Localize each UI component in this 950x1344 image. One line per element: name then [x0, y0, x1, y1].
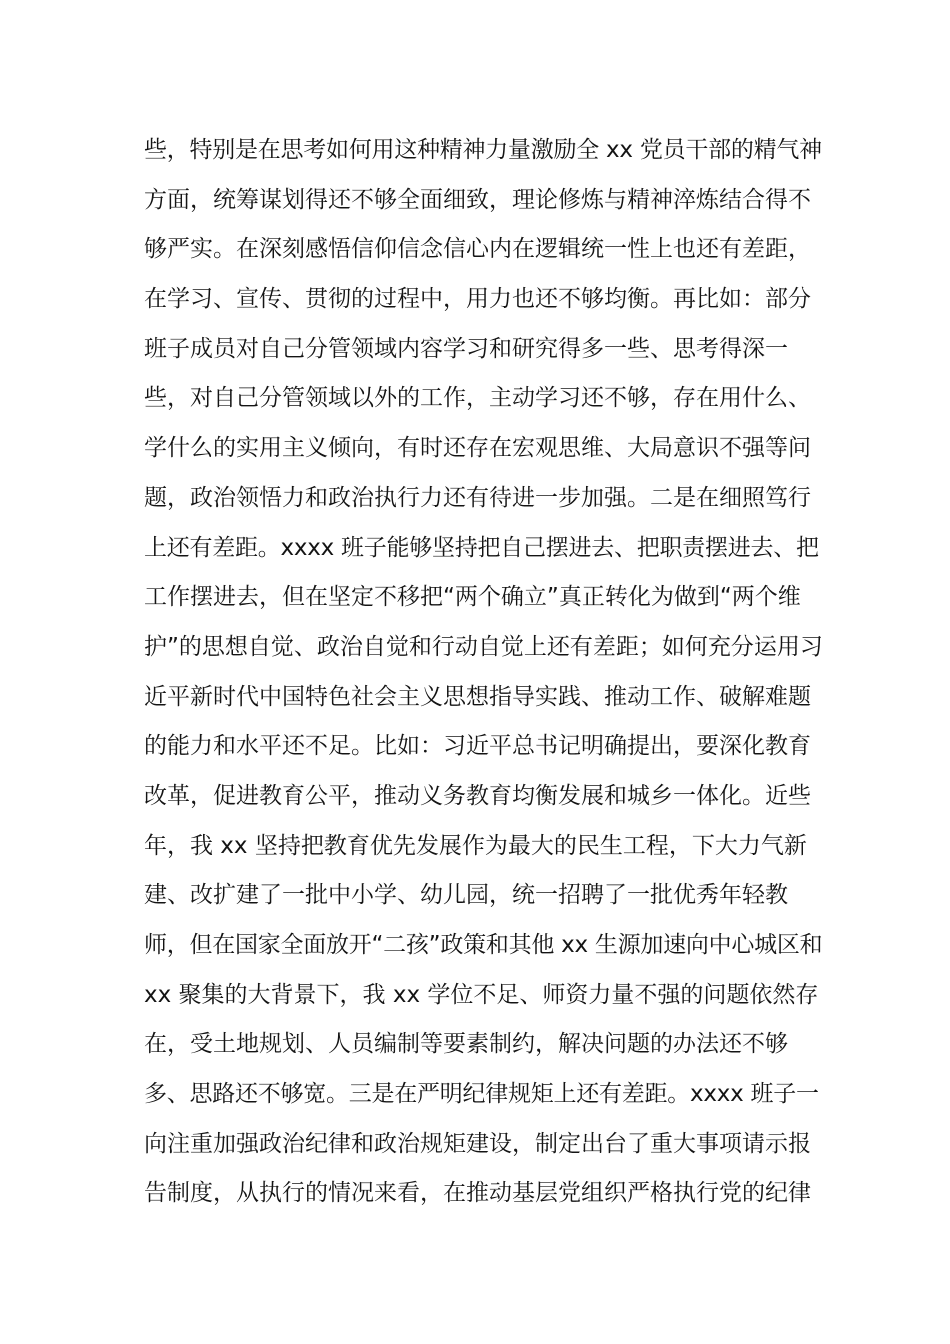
text-line: 够严实。在深刻感悟信仰信念信心内在逻辑统一性上也还有差距，: [144, 236, 811, 263]
text-line: 学什么的实用主义倾向，有时还存在宏观思维、大局意识不强等问: [144, 435, 811, 462]
text-line: 些，特别是在思考如何用这种精神力量激励全 xx 党员干部的精气神: [144, 137, 822, 163]
text-line: 向注重加强政治纪律和政治规矩建设，制定出台了重大事项请示报: [144, 1130, 811, 1157]
text-line: 告制度，从执行的情况来看，在推动基层党组织严格执行党的纪律: [144, 1180, 811, 1207]
text-line: 上还有差距。xxxx 班子能够坚持把自己摆进去、把职责摆进去、把: [144, 534, 819, 561]
text-line: 方面，统筹谋划得还不够全面细致，理论修炼与精神淬炼结合得不: [144, 186, 811, 213]
text-line: 改革，促进教育公平，推动义务教育均衡发展和城乡一体化。近些: [144, 782, 811, 809]
text-line: 近平新时代中国特色社会主义思想指导实践、推动工作、破解难题: [144, 683, 811, 710]
text-line: 建、改扩建了一批中小学、幼儿园，统一招聘了一批优秀年轻教: [144, 882, 788, 909]
text-line: 在学习、宣传、贯彻的过程中，用力也还不够均衡。再比如：部分: [144, 286, 811, 313]
text-line: 年，我 xx 坚持把教育优先发展作为最大的民生工程，下大力气新: [144, 832, 807, 859]
text-line: 在，受土地规划、人员编制等要素制约，解决问题的办法还不够: [144, 1031, 788, 1058]
body-text: [144, 126, 824, 1219]
text-line: 的能力和水平还不足。比如：习近平总书记明确提出，要深化教育: [144, 733, 811, 760]
text-line: 护”的思想自觉、政治自觉和行动自觉上还有差距；如何充分运用习: [144, 633, 823, 660]
text-line: 些，对自己分管领域以外的工作，主动学习还不够，存在用什么、: [144, 385, 811, 412]
text-line: 题，政治领悟力和政治执行力还有待进一步加强。二是在细照笃行: [144, 484, 811, 511]
text-line: 多、思路还不够宽。三是在严明纪律规矩上还有差距。xxxx 班子一: [144, 1081, 819, 1108]
text-line: 班子成员对自己分管领域内容学习和研究得多一些、思考得深一: [144, 335, 788, 362]
text-line: 师，但在国家全面放开“二孩”政策和其他 xx 生源加速向中心城区和: [144, 932, 823, 958]
text-line: xx 聚集的大背景下，我 xx 学位不足、师资力量不强的问题依然存: [144, 981, 819, 1008]
text-line: 工作摆进去，但在坚定不移把“两个确立”真正转化为做到“两个维: [144, 584, 801, 611]
